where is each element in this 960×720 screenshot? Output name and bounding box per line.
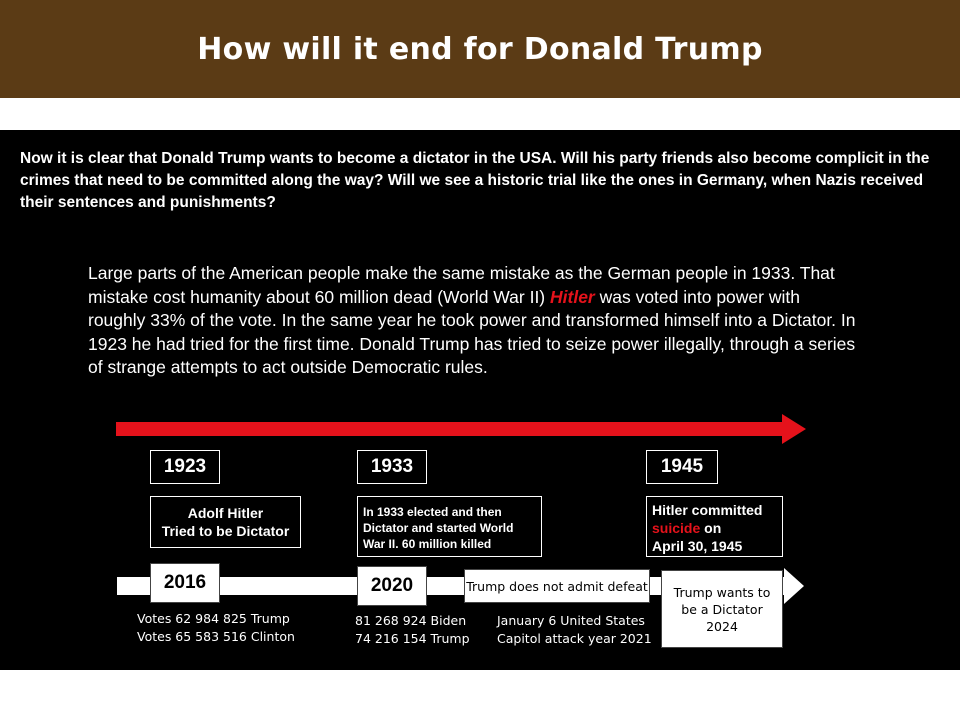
event-1945-on: on	[700, 520, 722, 536]
body-part-2: was voted into power with roughly 33% of the vote. In the same year he took power and transformed himself into a Dictator. In 1923 he had tried for the first time. Donald Trump has tried to seize power illegally, through a series of strange attempts to act outside Democratic rules.	[88, 286, 856, 377]
capitol-attack	[497, 612, 652, 648]
year-box-1945: 1945	[646, 450, 718, 484]
dictator-line-1: Trump wants to	[673, 584, 771, 600]
event-1945-line-1: Hitler committed	[652, 502, 763, 518]
votes-2020	[355, 612, 470, 648]
title-bar	[0, 0, 960, 98]
dictator-2024-box	[661, 570, 783, 648]
event-box-1923	[150, 496, 301, 548]
votes-2020-line-1: 81 268 924 Biden	[355, 613, 467, 628]
event-1923-line-1: Adolf Hitler	[187, 505, 264, 521]
bottom-timeline-arrow-icon	[784, 568, 804, 604]
votes-2016-line-2: Votes 65 583 516 Clinton	[137, 629, 295, 644]
red-timeline-arrow-icon	[116, 414, 806, 444]
year-box-1923: 1923	[150, 450, 220, 484]
votes-2016	[137, 610, 295, 646]
slide-title: How will it end for Donald Trump	[197, 31, 763, 67]
event-1933-line-3: War II. 60 million killed	[363, 537, 492, 551]
event-1945-suicide: suicide	[652, 520, 701, 536]
capitol-line-2: Capitol attack year 2021	[497, 631, 652, 646]
intro-text: Now it is clear that Donald Trump wants to become a dictator in the USA. Will his party friends also become complicit in the crimes that need to be committed along the way? Will we see a historic trial like the ones in Germany, when Nazis received their sentences and punishments?	[20, 150, 930, 211]
year-box-2020: 2020	[357, 566, 427, 606]
dictator-line-3: 2024	[706, 618, 738, 634]
event-box-1945	[646, 496, 783, 557]
defeat-box: Trump does not admit defeat	[464, 569, 650, 603]
votes-2020-line-2: 74 216 154 Trump	[355, 631, 470, 646]
dictator-line-2: be a Dictator	[681, 601, 763, 617]
votes-2016-line-1: Votes 62 984 825 Trump	[137, 611, 290, 626]
body-part-1: Large parts of the American people make the same mistake as the German people in 1933. That mistake cost humanity about 60 million dead (World War II)	[88, 263, 835, 307]
body-text	[88, 262, 858, 380]
year-box-1933: 1933	[357, 450, 427, 484]
event-1945-line-3: April 30, 1945	[652, 538, 743, 554]
event-1933-line-1: In 1933 elected and then	[363, 505, 502, 519]
body-highlight-hitler: Hitler	[550, 286, 595, 307]
year-box-2016: 2016	[150, 563, 220, 603]
event-1933-line-2: Dictator and started World	[363, 521, 514, 535]
capitol-line-1: January 6 United States	[497, 613, 645, 628]
event-1923-line-2: Tried to be Dictator	[161, 523, 290, 539]
event-box-1933	[357, 496, 542, 557]
